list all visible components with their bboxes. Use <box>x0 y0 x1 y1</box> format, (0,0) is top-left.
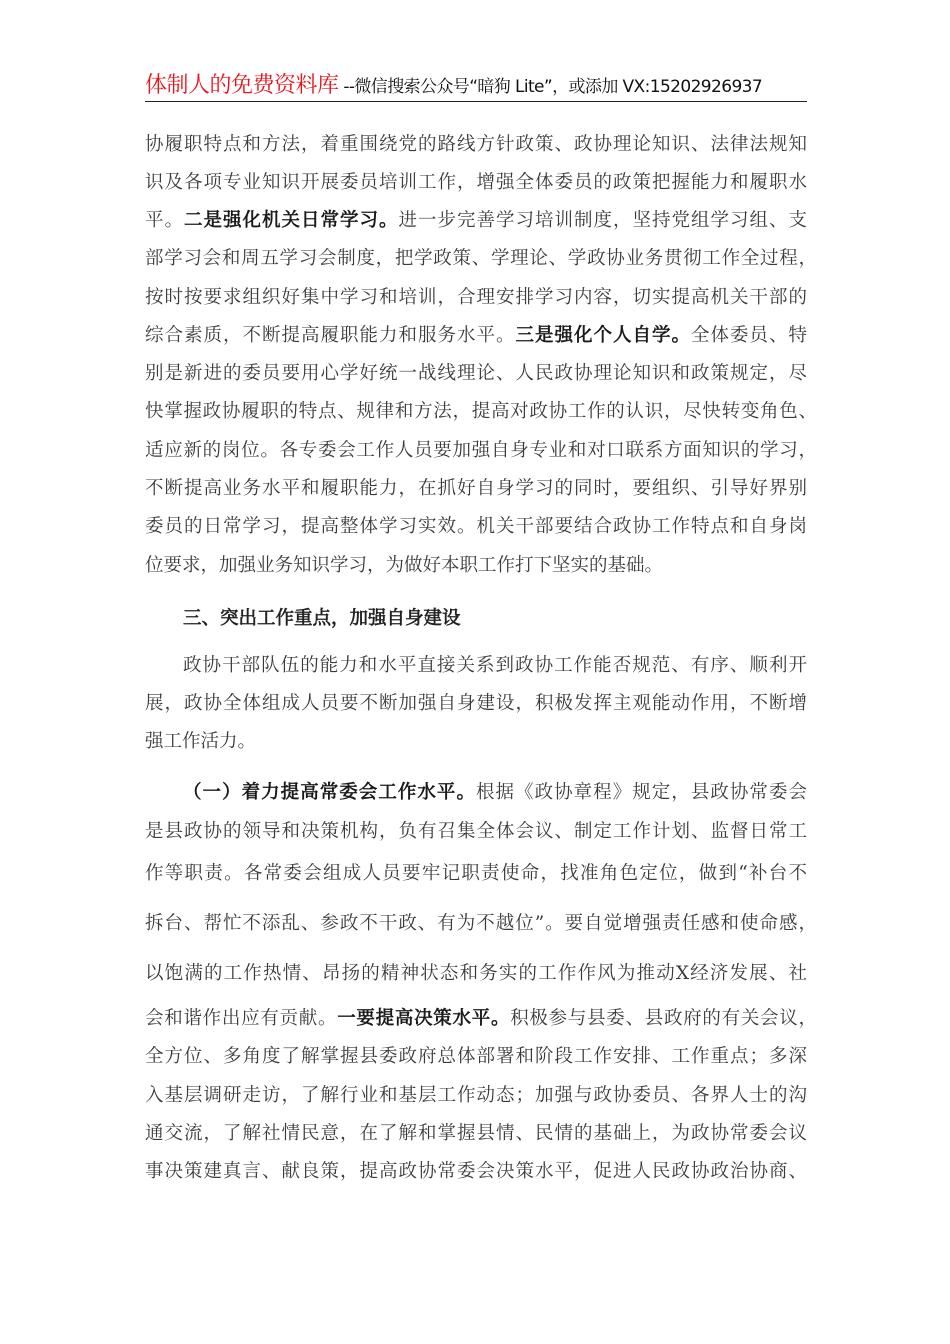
text-run: 快掌握政协履职的特点、规律和方法，提高对政协工作的认识，尽快转变角色、 <box>145 401 817 422</box>
text-run: 位要求，加强业务知识学习，为做好本职工作打下坚实的基础。 <box>145 555 664 576</box>
text-line <box>145 324 807 348</box>
text-run: 识及各项专业知识开展委员培训工作，增强全体委员的政策把握能力和履职水 <box>145 172 807 193</box>
bold-phrase: 一要提高决策水平。 <box>337 1008 511 1029</box>
text-line <box>145 439 817 463</box>
text-line <box>145 362 807 386</box>
text-run: 政协干部队伍的能力和水平直接关系到政协工作能否规范、有序、顺利开 <box>183 655 807 676</box>
text-run: 协履职特点和方法，着重围绕党的路线方针政策、政协理论知识、法律法规知 <box>145 134 807 155</box>
text-line <box>145 515 807 539</box>
bold-phrase: 二是强化机关日常学习。 <box>184 210 399 231</box>
text-line <box>145 209 807 233</box>
text-run: 综合素质，不断提高履职能力和服务水平。 <box>145 325 516 346</box>
text-line <box>145 247 817 271</box>
brand-title: 体制人的免费资料库 <box>145 73 339 98</box>
text-run: 作等职责。各常委会组成人员要牢记职责使命，找准角色定位，做到“补台不 <box>145 863 807 884</box>
section-heading: 三、突出工作重点，加强自身建设 <box>183 608 461 629</box>
text-line <box>145 962 807 986</box>
text-run: 展，政协全体组成人员要不断加强自身建设，积极发挥主观能动作用，不断增 <box>145 693 807 714</box>
text-run: 委员的日常学习，提高整体学习实效。机关干部要结合政协工作特点和自身岗 <box>145 516 807 537</box>
text-run: 强工作活力。 <box>145 731 257 752</box>
text-run: 通交流，了解社情民意，在了解和掌握县情、民情的基础上，为政协常委会议 <box>145 1123 807 1144</box>
text-line <box>145 1084 807 1108</box>
text-run: 按时按要求组织好集中学习和培训，合理安排学习内容，切实提高机关干部的 <box>145 287 807 308</box>
text-line <box>145 912 817 936</box>
text-run: 是县政协的领导和决策机构，负有召集全体会议、制定工作计划、监督日常工 <box>145 821 807 842</box>
text-line <box>145 477 807 501</box>
text-run: 拆台、帮忙不添乱、参政不干政、有为不越位”。要自觉增强责任感和使命感， <box>145 913 817 934</box>
text-run: 积极参与县委、县政府的有关会议， <box>510 1008 817 1029</box>
text-run: 以饱满的工作热情、昂扬的精神状态和务实的工作作风为推动X经济发展、社 <box>145 963 807 984</box>
text-line <box>183 654 807 678</box>
text-run: 事决策建真言、献良策，提高政协常委会决策水平，促进人民政协政治协商、 <box>145 1161 807 1182</box>
text-run: 别是新进的委员要用心学好统一战线理论、人民政协理论知识和政策规定，尽 <box>145 363 807 384</box>
text-line <box>145 554 807 578</box>
text-line <box>145 171 807 195</box>
bold-phrase: 三是强化个人自学。 <box>515 325 691 346</box>
text-line <box>145 286 807 310</box>
text-line <box>145 1007 817 1031</box>
text-line <box>145 820 807 844</box>
text-line <box>183 781 807 805</box>
text-run: 进一步完善学习培训制度，坚持党组学习组、支 <box>398 210 807 231</box>
text-line <box>145 1122 807 1146</box>
text-line <box>145 1045 807 1069</box>
text-run: 部学习会和周五学习会制度，把学政策、学理论、学政协业务贯彻工作全过程， <box>145 248 817 269</box>
text-line <box>145 133 807 157</box>
bold-phrase: （一）着力提高常委会工作水平。 <box>183 782 476 803</box>
text-run: 全方位、多角度了解掌握县委政府总体部署和阶段工作安排、工作重点；多深 <box>145 1046 807 1067</box>
text-line <box>145 400 817 424</box>
text-line <box>145 1160 807 1184</box>
text-run: 根据《政协章程》规定，县政协常委会 <box>475 782 807 803</box>
text-line <box>145 730 807 754</box>
text-run: 全体委员、特 <box>690 325 807 346</box>
text-run: 不断提高业务水平和履职能力，在抓好自身学习的同时，要组织、引导好界别 <box>145 478 807 499</box>
header-contact-note: --微信搜索公众号“暗狗 Lite”，或添加 VX:15202926937 <box>338 77 763 97</box>
text-line <box>145 862 807 886</box>
text-run: 平。 <box>145 210 184 231</box>
text-run: 适应新的岗位。各专委会工作人员要加强自身专业和对口联系方面知识的学习， <box>145 440 817 461</box>
text-run: 会和谐作出应有贡献。 <box>145 1008 338 1029</box>
text-line <box>145 692 807 716</box>
text-run: 入基层调研走访，了解行业和基层工作动态；加强与政协委员、各界人士的沟 <box>145 1085 807 1106</box>
page-header <box>145 68 807 102</box>
